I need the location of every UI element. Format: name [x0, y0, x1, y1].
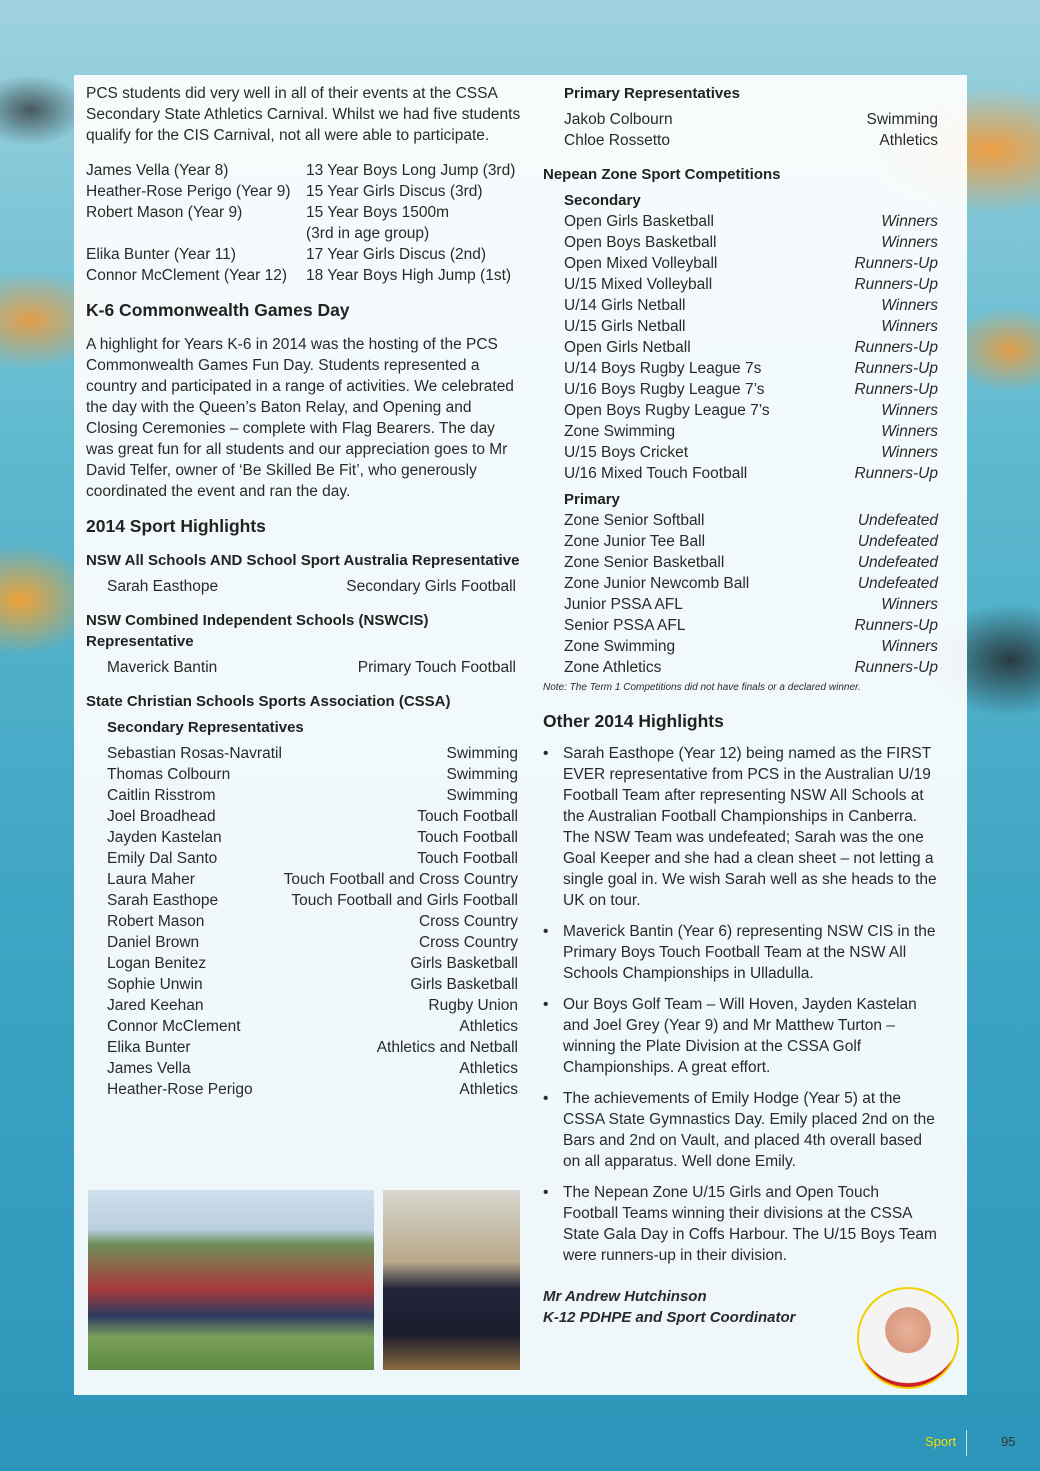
nepean-primary-row — [543, 615, 938, 636]
cssa-secondary-row-name: Joel Broadhead — [107, 808, 216, 825]
cssa-heading: State Christian Schools Sports Association (CSSA) — [86, 693, 451, 710]
nepean-secondary-row-value: Runners-Up — [854, 276, 938, 293]
nepean-secondary-row — [543, 358, 938, 379]
cssa-secondary-row-value: Touch Football and Girls Football — [291, 892, 518, 909]
footer-divider — [966, 1430, 967, 1456]
page-number: 95 — [1001, 1434, 1016, 1449]
cssa-secondary-row-name: Daniel Brown — [107, 934, 200, 951]
intro-paragraph: PCS students did very well in all of their events at the CSSA Secondary State Athletics Carnival. Whilst we had five students qualify for the CIS Carnival, not all were able to participate. — [86, 85, 521, 144]
nepean-primary-row-name: Senior PSSA AFL — [564, 617, 686, 634]
nepean-secondary-row — [543, 232, 938, 253]
cssa-secondary-row-name: Heather-Rose Perigo — [107, 1081, 253, 1098]
nepean-secondary-row-value: Runners-Up — [854, 339, 938, 356]
nepean-secondary-heading: Secondary — [564, 192, 641, 209]
right-column — [543, 83, 938, 1328]
athlete-name — [86, 223, 306, 244]
cssa-secondary-row-name: Caitlin Risstrom — [107, 787, 216, 804]
nepean-primary-row-value: Undefeated — [857, 575, 938, 592]
cssa-secondary-row-name: Jayden Kastelan — [107, 829, 222, 846]
nepean-secondary-row-name: U/15 Mixed Volleyball — [564, 276, 713, 293]
nepean-secondary-row-value: Winners — [881, 213, 938, 230]
nepean-primary-row — [543, 531, 938, 552]
nepean-primary-row-name: Zone Senior Basketball — [564, 554, 725, 571]
nepean-secondary-row-value: Winners — [881, 423, 938, 440]
nepean-secondary-list — [543, 211, 938, 484]
nepean-secondary-row — [543, 421, 938, 442]
cssa-secondary-row — [86, 827, 518, 848]
cssa-secondary-row-name: James Vella — [107, 1060, 191, 1077]
nepean-primary-row-value: Undefeated — [857, 512, 938, 529]
cssa-secondary-row-value: Touch Football — [417, 808, 518, 825]
cssa-secondary-row — [86, 995, 518, 1016]
cssa-primary-row-name: Jakob Colbourn — [564, 111, 673, 128]
nepean-secondary-row-value: Winners — [881, 444, 938, 461]
athlete-event: 15 Year Girls Discus (3rd) — [306, 183, 483, 200]
cssa-secondary-row-name: Sarah Easthope — [107, 892, 219, 909]
cssa-secondary-row — [86, 890, 518, 911]
cssa-secondary-row — [86, 869, 518, 890]
nepean-secondary-row-name: Zone Swimming — [564, 423, 676, 440]
nepean-secondary-row-value: Winners — [881, 234, 938, 251]
nepean-primary-row-name: Junior PSSA AFL — [564, 596, 683, 613]
cssa-secondary-row-value: Athletics — [459, 1018, 518, 1035]
nepean-secondary-row-name: U/16 Mixed Touch Football — [564, 465, 748, 482]
nepean-secondary-row-value: Winners — [881, 318, 938, 335]
cssa-secondary-row-name: Elika Bunter — [107, 1039, 191, 1056]
cssa-secondary-row — [86, 932, 518, 953]
nepean-primary-row-name: Zone Junior Tee Ball — [564, 533, 706, 550]
nepean-secondary-row-name: U/15 Boys Cricket — [564, 444, 689, 461]
cssa-secondary-row-value: Cross Country — [418, 934, 518, 951]
athlete-name: Robert Mason (Year 9) — [86, 204, 243, 221]
nepean-primary-row-name: Zone Senior Softball — [564, 512, 705, 529]
cssa-secondary-row-value: Touch Football — [417, 829, 518, 846]
cssa-secondary-row-value: Touch Football — [417, 850, 518, 867]
nepean-secondary-row-name: U/15 Girls Netball — [564, 318, 686, 335]
nepean-secondary-row-name: Open Boys Basketball — [564, 234, 717, 251]
nepean-secondary-row-name: Open Girls Basketball — [564, 213, 714, 230]
cssa-primary-row — [543, 109, 938, 130]
cssa-secondary-row — [86, 743, 518, 764]
cssa-secondary-row-value: Cross Country — [418, 913, 518, 930]
cssa-secondary-row-value: Athletics — [459, 1081, 518, 1098]
nepean-primary-row-value: Undefeated — [857, 533, 938, 550]
athlete-name: James Vella (Year 8) — [86, 162, 229, 179]
cssa-secondary-row-value: Girls Basketball — [410, 976, 518, 993]
cssa-secondary-row-name: Sebastian Rosas-Navratil — [107, 745, 282, 762]
nepean-heading: Nepean Zone Sport Competitions — [543, 166, 781, 183]
cssa-secondary-row-name: Sophie Unwin — [107, 976, 203, 993]
trophy-photo — [383, 1190, 520, 1370]
nepean-primary-row — [543, 594, 938, 615]
nswcis-heading: NSW Combined Independent Schools (NSWCIS) Representative — [86, 612, 429, 650]
cssa-secondary-row-value: Athletics — [459, 1060, 518, 1077]
commonwealth-heading: K-6 Commonwealth Games Day — [86, 300, 350, 320]
athlete-event: 18 Year Boys High Jump (1st) — [306, 267, 512, 284]
cssa-secondary-row — [86, 785, 518, 806]
nepean-secondary-row-value: Runners-Up — [854, 360, 938, 377]
highlight-item: • Sarah Easthope (Year 12) being named as the FIRST EVER representative from PCS in the Australian U/19 Football Team after representing NSW All Schools at the Australian Football Championships in Canberra. The NSW Team was undefeated; Sarah was the one Goal Keeper and she had a clean sheet – not letting a single goal in. We wish Sarah well as she heads to the UK on tour. — [543, 743, 938, 911]
nepean-secondary-row-value: Runners-Up — [854, 465, 938, 482]
commonwealth-games-photo — [88, 1190, 374, 1370]
cssa-secondary-list — [86, 743, 522, 1100]
nepean-secondary-row-name: Open Boys Rugby League 7’s — [564, 402, 770, 419]
nepean-primary-row — [543, 552, 938, 573]
highlight-item: • The Nepean Zone U/15 Girls and Open Touch Football Teams winning their divisions at the CSSA State Gala Day in Coffs Harbour. The U/15 Boys Team were runners-up in their division. — [543, 1182, 938, 1266]
left-column — [86, 83, 522, 1100]
nepean-secondary-row-value: Runners-Up — [854, 255, 938, 272]
nepean-primary-row-name: Zone Athletics — [564, 659, 662, 676]
signature-name: Mr Andrew Hutchinson — [543, 1288, 707, 1305]
nepean-secondary-row-name: U/14 Boys Rugby League 7s — [564, 360, 762, 377]
nepean-primary-row — [543, 510, 938, 531]
highlights-heading: 2014 Sport Highlights — [86, 516, 266, 536]
nepean-secondary-row — [543, 442, 938, 463]
cssa-secondary-row-name: Logan Benitez — [107, 955, 207, 972]
cssa-secondary-row-value: Swimming — [446, 745, 518, 762]
cssa-secondary-row-value: Girls Basketball — [410, 955, 518, 972]
nsw-all-heading: NSW All Schools AND School Sport Australia Representative — [86, 552, 520, 569]
highlight-item: • Our Boys Golf Team – Will Hoven, Jayden Kastelan and Joel Grey (Year 9) and Mr Matthew Turton – winning the Plate Division at the CSSA Golf Championships. A great effort. — [543, 994, 938, 1078]
commonwealth-body: A highlight for Years K-6 in 2014 was the hosting of the PCS Commonwealth Games Fun Day. Students represented a country and participated in a range of activities. We celebrated the day with the Queen’s Baton Relay, and Opening and Closing Ceremonies – complete with Flag Bearers. The day was great fun for all students and our appreciation goes to Mr David Telfer, owner of ‘Be Skilled Be Fit’, who generously coordinated the event and ran the day. — [86, 336, 514, 500]
cssa-secondary-row — [86, 974, 518, 995]
highlight-item: • The achievements of Emily Hodge (Year 5) at the CSSA State Gymnastics Day. Emily placed 2nd on the Bars and 2nd on Vault, and placed 4th overall based on all apparatus. Well done Emily. — [543, 1088, 938, 1172]
cssa-secondary-row-name: Connor McClement — [107, 1018, 241, 1035]
nepean-secondary-row — [543, 463, 938, 484]
cssa-secondary-row-name: Jared Keehan — [107, 997, 204, 1014]
nepean-secondary-row — [543, 211, 938, 232]
cssa-secondary-row-value: Athletics and Netball — [376, 1039, 518, 1056]
nepean-primary-row-name: Zone Swimming — [564, 638, 676, 655]
nepean-primary-row-value: Runners-Up — [854, 659, 938, 676]
cssa-secondary-row — [86, 1016, 518, 1037]
nswcis-row — [86, 657, 522, 678]
nepean-secondary-row-value: Winners — [881, 402, 938, 419]
cssa-secondary-row — [86, 806, 518, 827]
nsw-all-name: Sarah Easthope — [107, 578, 219, 595]
nepean-secondary-row — [543, 337, 938, 358]
signature-title: K-12 PDHPE and Sport Coordinator — [543, 1309, 796, 1326]
cssa-primary-row-value: Athletics — [879, 132, 938, 149]
nsw-all-sport: Secondary Girls Football — [346, 578, 516, 595]
athlete-event: 13 Year Boys Long Jump (3rd) — [306, 162, 516, 179]
nepean-secondary-row — [543, 316, 938, 337]
athlete-event: 17 Year Girls Discus (2nd) — [306, 246, 487, 263]
nepean-primary-row — [543, 657, 938, 678]
nepean-secondary-row — [543, 379, 938, 400]
nswcis-sport: Primary Touch Football — [357, 659, 516, 676]
cssa-secondary-row-value: Rugby Union — [428, 997, 518, 1014]
nepean-secondary-row — [543, 253, 938, 274]
nswcis-name: Maverick Bantin — [107, 659, 218, 676]
cssa-secondary-row-name: Thomas Colbourn — [107, 766, 231, 783]
nepean-secondary-row-name: U/14 Girls Netball — [564, 297, 686, 314]
cssa-secondary-row — [86, 1079, 518, 1100]
nepean-note: Note: The Term 1 Competitions did not have finals or a declared winner. — [543, 682, 861, 693]
nepean-primary-row — [543, 573, 938, 594]
cssa-primary-row-name: Chloe Rossetto — [564, 132, 670, 149]
cssa-secondary-row — [86, 1037, 518, 1058]
cssa-secondary-row — [86, 953, 518, 974]
nepean-secondary-row-value: Winners — [881, 297, 938, 314]
cssa-secondary-row — [86, 911, 518, 932]
athlete-name: Connor McClement (Year 12) — [86, 267, 288, 284]
cssa-secondary-row-name: Laura Maher — [107, 871, 195, 888]
other-highlights-list — [543, 743, 938, 1266]
nepean-secondary-row-name: U/16 Boys Rugby League 7’s — [564, 381, 765, 398]
nepean-primary-row-value: Runners-Up — [854, 617, 938, 634]
other-heading: Other 2014 Highlights — [543, 711, 724, 731]
nepean-primary-row — [543, 636, 938, 657]
athlete-event: 15 Year Boys 1500m — [306, 204, 450, 221]
cssa-secondary-row-name: Emily Dal Santo — [107, 850, 218, 867]
nsw-all-row — [86, 576, 522, 597]
footer-section: Sport — [925, 1434, 957, 1449]
cssa-secondary-row — [86, 1058, 518, 1079]
cssa-primary-row — [543, 130, 938, 151]
nepean-primary-list — [543, 510, 938, 678]
cssa-secondary-heading: Secondary Representatives — [107, 719, 304, 736]
nepean-primary-row-value: Winners — [881, 638, 938, 655]
athlete-event: (3rd in age group) — [306, 225, 430, 242]
cssa-secondary-row — [86, 764, 518, 785]
nepean-secondary-row-name: Open Girls Netball — [564, 339, 691, 356]
nepean-secondary-row-value: Runners-Up — [854, 381, 938, 398]
nepean-secondary-row — [543, 274, 938, 295]
highlight-item: • Maverick Bantin (Year 6) representing NSW CIS in the Primary Boys Touch Football Team at the NSW All Schools Championships in Ulladulla. — [543, 921, 938, 984]
cssa-primary-row-value: Swimming — [866, 111, 938, 128]
nepean-primary-row-name: Zone Junior Newcomb Ball — [564, 575, 750, 592]
nepean-secondary-row-name: Open Mixed Volleyball — [564, 255, 718, 272]
cssa-secondary-row — [86, 848, 518, 869]
nepean-secondary-row — [543, 295, 938, 316]
cssa-primary-heading: Primary Representatives — [564, 85, 740, 102]
cssa-secondary-row-value: Touch Football and Cross Country — [283, 871, 518, 888]
coordinator-avatar — [857, 1287, 959, 1389]
nepean-primary-row-value: Winners — [881, 596, 938, 613]
cssa-primary-list — [543, 109, 938, 151]
nepean-primary-row-value: Undefeated — [857, 554, 938, 571]
cssa-secondary-row-value: Swimming — [446, 787, 518, 804]
athlete-name: Heather-Rose Perigo (Year 9) — [86, 183, 291, 200]
cssa-secondary-row-name: Robert Mason — [107, 913, 205, 930]
nepean-primary-heading: Primary — [564, 491, 620, 508]
athletics-results — [86, 160, 522, 286]
athlete-name: Elika Bunter (Year 11) — [86, 246, 236, 263]
nepean-secondary-row — [543, 400, 938, 421]
cssa-secondary-row-value: Swimming — [446, 766, 518, 783]
